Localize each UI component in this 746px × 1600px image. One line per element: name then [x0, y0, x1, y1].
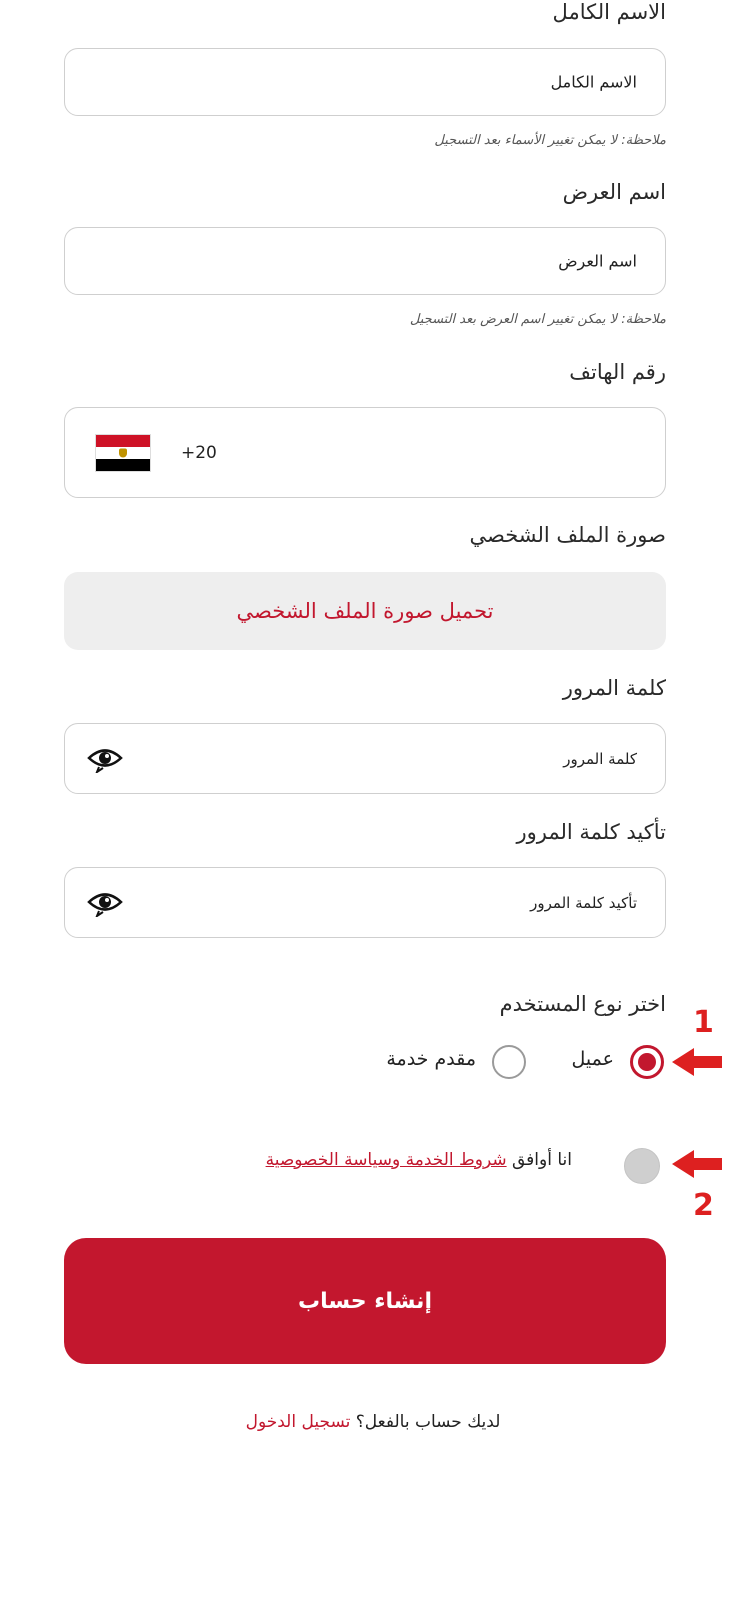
display-name-label: اسم العرض — [562, 180, 666, 204]
user-type-customer-label: عميل — [571, 1048, 614, 1070]
full-name-field[interactable] — [64, 48, 666, 116]
terms-text — [266, 1150, 572, 1170]
display-name-placeholder: اسم العرض — [558, 251, 637, 271]
login-prompt — [0, 1412, 746, 1432]
eye-icon[interactable] — [87, 745, 123, 773]
annotation-arrow-2-icon — [672, 1149, 724, 1179]
phone-label: رقم الهاتف — [569, 360, 666, 384]
password-label: كلمة المرور — [562, 676, 666, 700]
login-prompt-text: لديك حساب بالفعل؟ — [355, 1412, 501, 1432]
upload-profile-photo-button[interactable] — [64, 572, 666, 650]
terms-checkbox[interactable] — [624, 1148, 660, 1184]
password-field[interactable] — [64, 723, 666, 794]
annotation-arrow-1-icon — [672, 1047, 724, 1077]
phone-field[interactable] — [64, 407, 666, 498]
confirm-password-field[interactable] — [64, 867, 666, 938]
display-name-note: ملاحظة: لا يمكن تغيير اسم العرض بعد التسجيل — [409, 312, 666, 327]
login-link[interactable]: تسجيل الدخول — [245, 1412, 351, 1432]
full-name-placeholder: الاسم الكامل — [550, 72, 637, 92]
phone-dial-code: +20 — [181, 442, 217, 463]
user-type-provider-radio[interactable] — [492, 1045, 526, 1079]
full-name-note: ملاحظة: لا يمكن تغيير الأسماء بعد التسجيل — [434, 133, 666, 148]
terms-link[interactable]: شروط الخدمة وسياسة الخصوصية — [265, 1150, 507, 1170]
confirm-password-placeholder: تأكيد كلمة المرور — [530, 893, 637, 912]
annotation-number-2: 2 — [693, 1188, 714, 1223]
user-type-provider-label: مقدم خدمة — [386, 1048, 476, 1070]
upload-profile-photo-label: تحميل صورة الملف الشخصي — [236, 599, 494, 623]
profile-photo-label: صورة الملف الشخصي — [469, 523, 666, 547]
full-name-label: الاسم الكامل — [552, 0, 666, 24]
create-account-button[interactable] — [64, 1238, 666, 1364]
annotation-number-1: 1 — [693, 1005, 714, 1040]
confirm-password-label: تأكيد كلمة المرور — [516, 820, 666, 844]
password-placeholder: كلمة المرور — [563, 749, 637, 768]
create-account-label: إنشاء حساب — [298, 1288, 432, 1314]
terms-prefix: انا أوافق — [512, 1150, 572, 1170]
egypt-flag-icon[interactable] — [95, 434, 151, 472]
user-type-label: اختر نوع المستخدم — [499, 992, 666, 1016]
eye-icon[interactable] — [87, 889, 123, 917]
user-type-customer-radio[interactable] — [630, 1045, 664, 1079]
display-name-field[interactable] — [64, 227, 666, 295]
